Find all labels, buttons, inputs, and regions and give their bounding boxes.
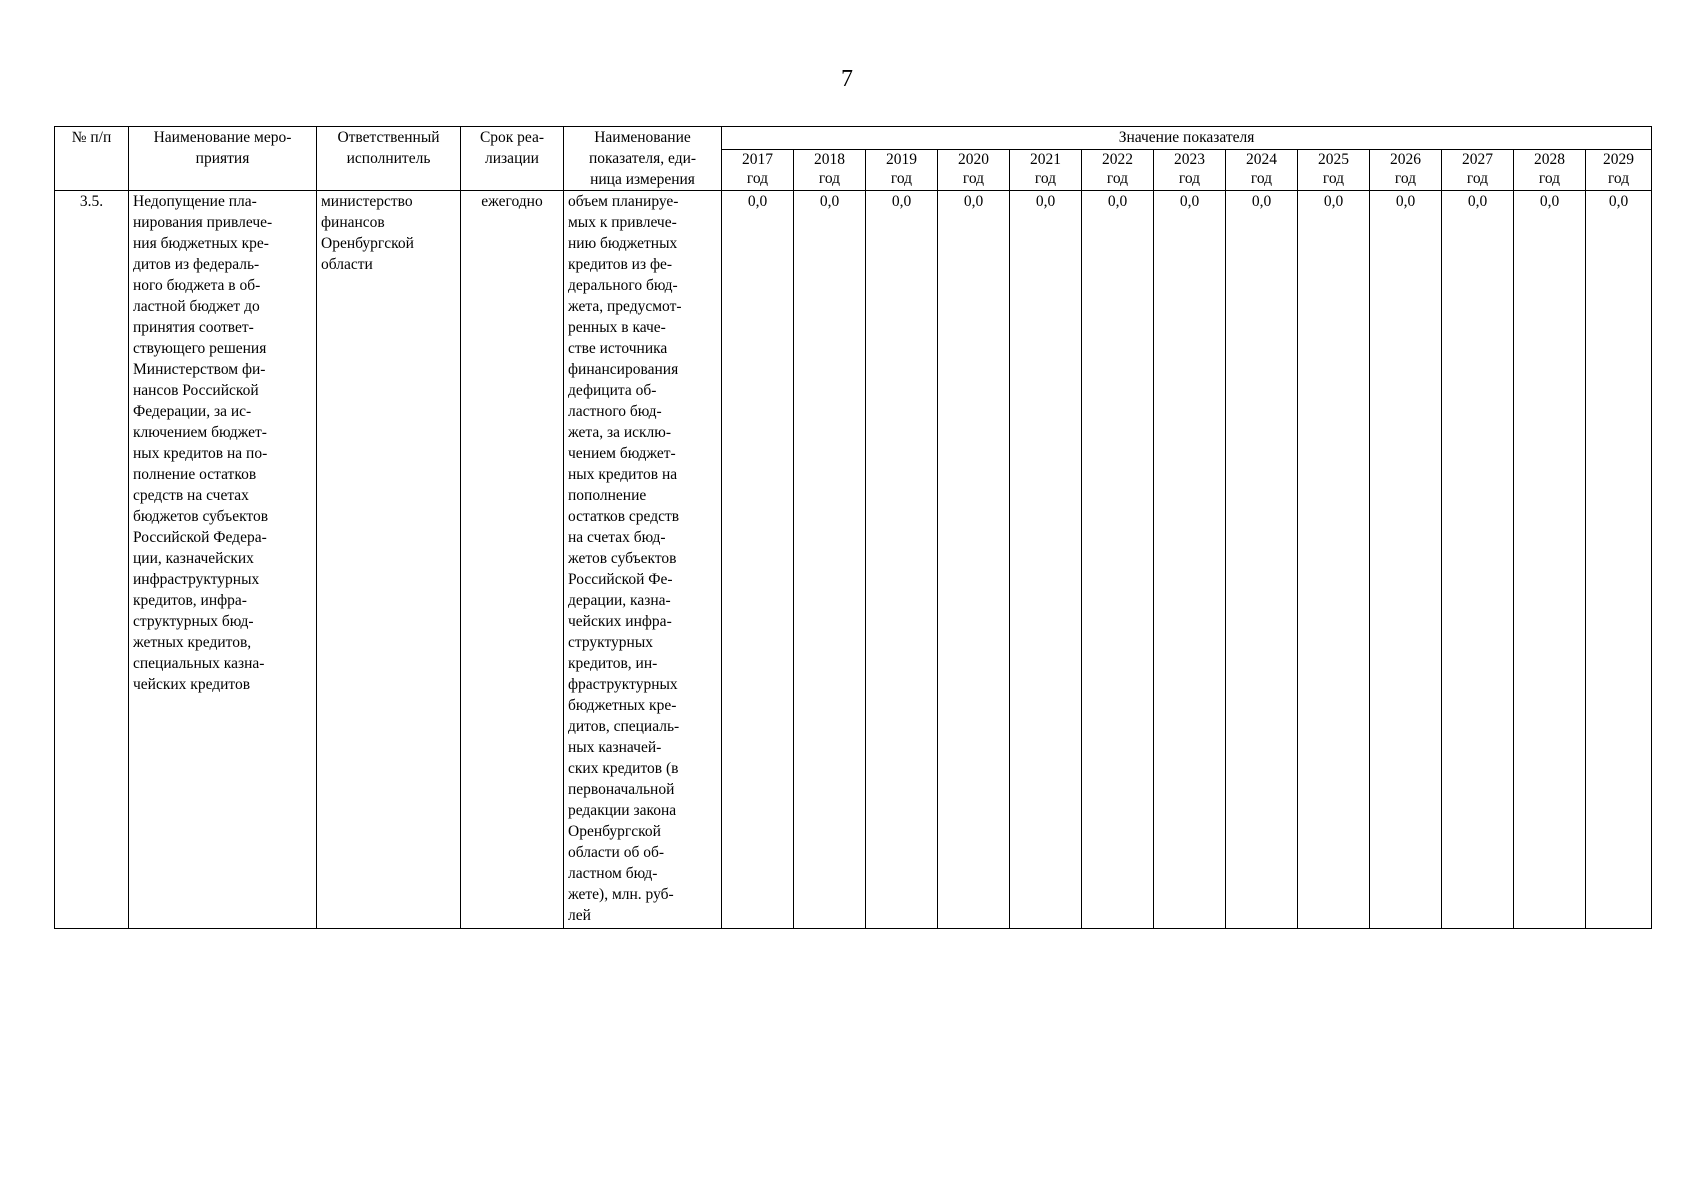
header-values: Значение показателя [722, 127, 1652, 150]
year-label: 2024 [1246, 151, 1277, 169]
row-number-cell: 3.5. [55, 191, 129, 929]
year-header-2029 [1586, 150, 1652, 191]
year-header-2025 [1298, 150, 1370, 191]
year-header-2028 [1514, 150, 1586, 191]
year-label: 2027 [1462, 151, 1493, 169]
table-body [55, 191, 1652, 929]
value-cell-2017: 0,0 [722, 191, 794, 929]
value-cell-2027: 0,0 [1442, 191, 1514, 929]
year-header-2020 [938, 150, 1010, 191]
page-number: 7 [841, 66, 853, 92]
year-label: 2019 [886, 151, 917, 169]
year-header-2018 [794, 150, 866, 191]
term-cell: ежегодно [461, 191, 564, 929]
year-header-2019 [866, 150, 938, 191]
value-cell-2028: 0,0 [1514, 191, 1586, 929]
year-label: 2021 [1030, 151, 1061, 169]
year-label: 2023 [1174, 151, 1205, 169]
year-unit-label: год [1034, 170, 1057, 188]
year-label: 2028 [1534, 151, 1565, 169]
year-label: 2017 [742, 151, 773, 169]
year-unit-label: год [1250, 170, 1273, 188]
header-indicator: Наименование показателя, еди- ница измерения [564, 127, 722, 191]
year-unit-label: год [1106, 170, 1129, 188]
value-cell-2023: 0,0 [1154, 191, 1226, 929]
year-label: 2022 [1102, 151, 1133, 169]
year-header-2022 [1082, 150, 1154, 191]
value-cell-2029: 0,0 [1586, 191, 1652, 929]
year-header-2024 [1226, 150, 1298, 191]
value-cell-2020: 0,0 [938, 191, 1010, 929]
header-term: Срок реа- лизации [461, 127, 564, 191]
value-cell-2025: 0,0 [1298, 191, 1370, 929]
year-unit-label: год [746, 170, 769, 188]
year-label: 2025 [1318, 151, 1349, 169]
year-unit-label: год [962, 170, 985, 188]
year-header-2021 [1010, 150, 1082, 191]
year-unit-label: год [1538, 170, 1561, 188]
header-executor: Ответственный исполнитель [317, 127, 461, 191]
year-unit-label: год [1322, 170, 1345, 188]
year-label: 2029 [1603, 151, 1635, 169]
year-header-2023 [1154, 150, 1226, 191]
value-cell-2022: 0,0 [1082, 191, 1154, 929]
year-label: 2026 [1390, 151, 1421, 169]
year-unit-label: год [1466, 170, 1489, 188]
indicator-name-cell: объем планируе- мых к привлече- нию бюджетных кредитов из фе- дерального бюд- жета, предусмот- ренных в каче- стве источника финансирования дефицита об- ластного бюд- жета, за исклю- чением бюджет- ных кредитов на пополнение остатков средств на счетах бюд- жетов субъектов Российской Фе- дерации, казна- чейских инфра- структурных кредитов, ин- фраструктурных бюджетных кре- дитов, специаль- ных казначей- ских кредитов (в первоначальной редакции закона Оренбургской области об об- ластном бюд- жете), млн. руб- лей [564, 191, 722, 929]
value-cell-2019: 0,0 [866, 191, 938, 929]
year-label: 2018 [814, 151, 845, 169]
year-unit-label: год [890, 170, 913, 188]
value-cell-2018: 0,0 [794, 191, 866, 929]
year-unit-label: год [1394, 170, 1417, 188]
year-unit-label: год [1607, 170, 1630, 188]
year-label: 2020 [958, 151, 989, 169]
executor-cell: министерство финансов Оренбургской области [317, 191, 461, 929]
table-row [55, 191, 1652, 929]
value-cell-2026: 0,0 [1370, 191, 1442, 929]
year-header-2027 [1442, 150, 1514, 191]
year-header-2017 [722, 150, 794, 191]
value-cell-2021: 0,0 [1010, 191, 1082, 929]
year-header-2026 [1370, 150, 1442, 191]
measure-name-cell: Недопущение пла- нирования привлече- ния бюджетных кре- дитов из федераль- ного бюджета в об- ластной бюджет до принятия соответ- ствующего решения Министерством фи- нансов Российской Федерации, за ис- ключением бюджет- ных кредитов на по- полнение остатков средств на счетах бюджетов субъектов Российской Федера- ции, казначейских инфраструктурных кредитов, инфра- структурных бюд- жетных кредитов, специальных казна- чейских кредитов [129, 191, 317, 929]
header-name: Наименование меро- приятия [129, 127, 317, 191]
indicator-table [54, 126, 1652, 929]
year-unit-label: год [1178, 170, 1201, 188]
year-unit-label: год [818, 170, 841, 188]
value-cell-2024: 0,0 [1226, 191, 1298, 929]
header-num: № п/п [55, 127, 129, 191]
